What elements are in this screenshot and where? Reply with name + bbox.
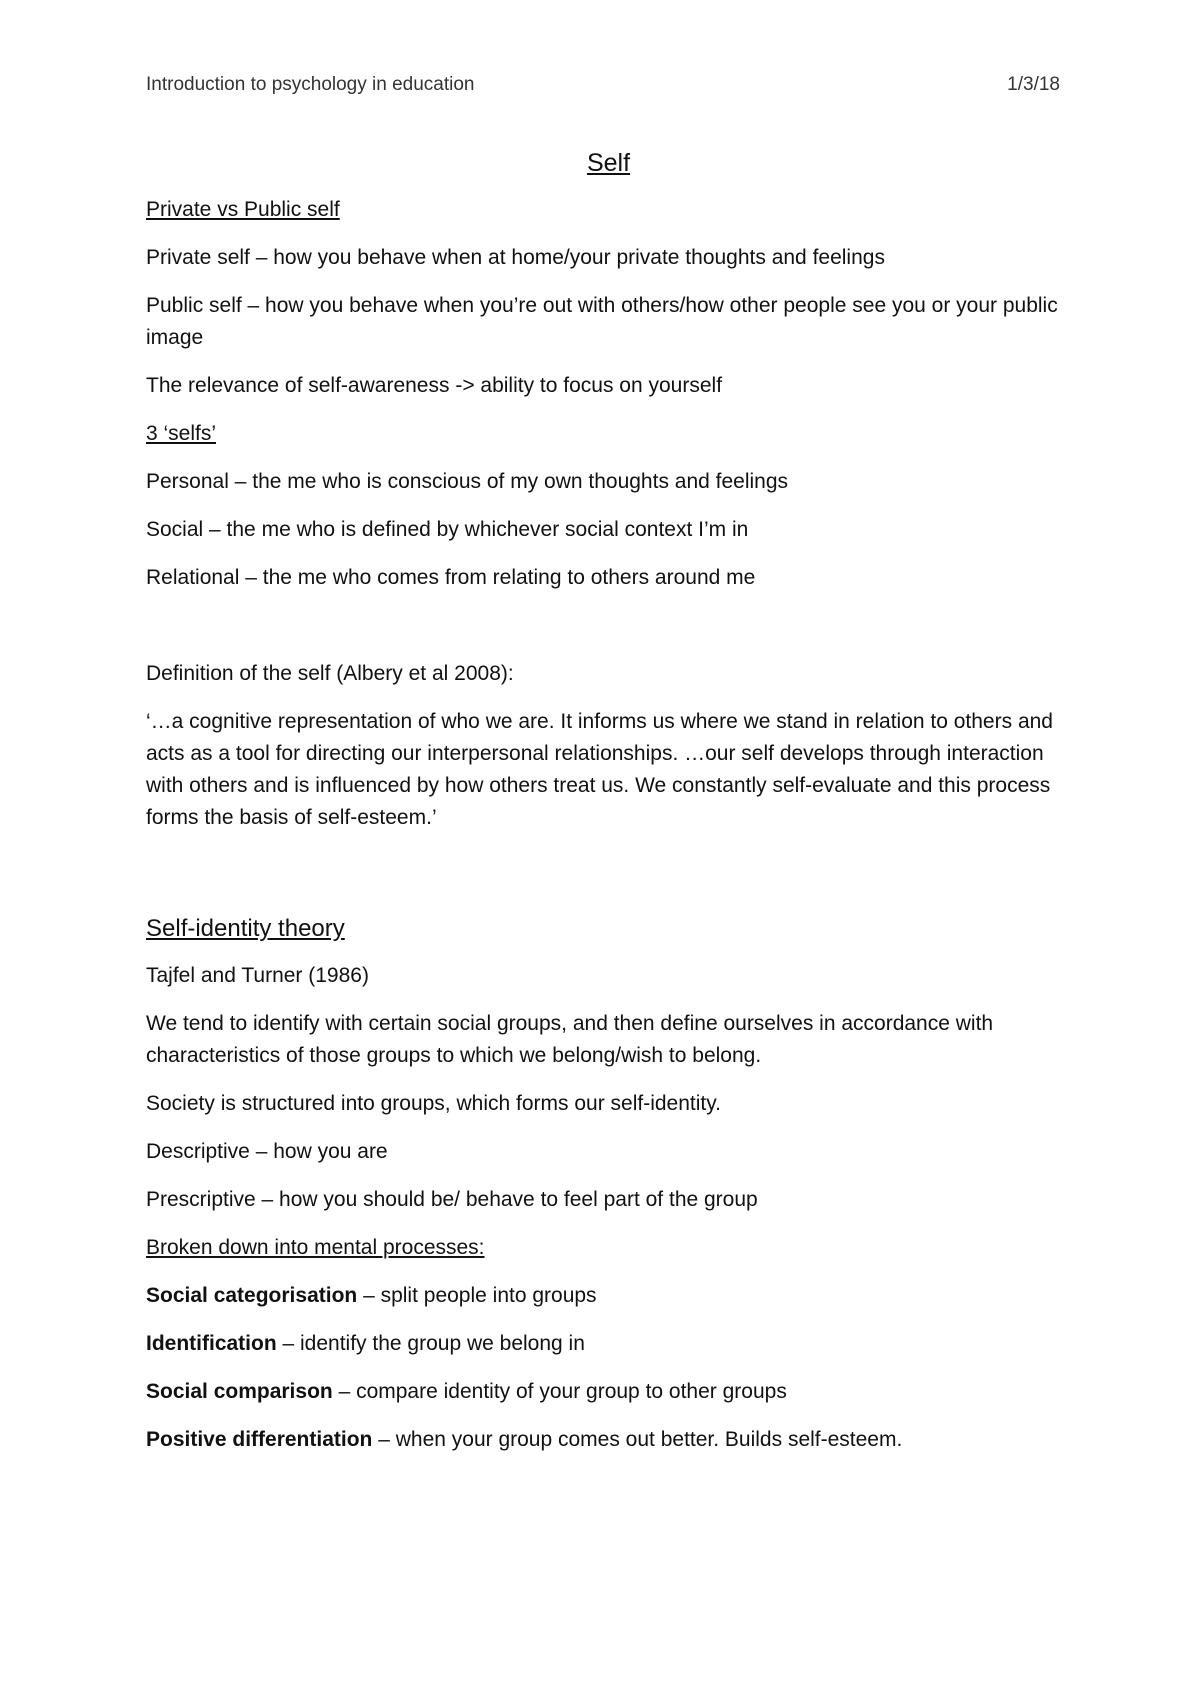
process-term: Social categorisation xyxy=(146,1284,358,1307)
prescriptive-text: Prescriptive – how you should be/ behave to feel part of the group xyxy=(146,1188,758,1211)
theory-reference: Tajfel and Turner (1986) xyxy=(146,964,369,987)
page-title: Self xyxy=(586,149,631,177)
blank-line xyxy=(146,610,1071,658)
self-item-personal: Personal – the me who is conscious of my own thoughts and feelings xyxy=(146,470,789,493)
process-term: Positive differentiation xyxy=(146,1428,373,1451)
theory-paragraph-1: We tend to identify with certain social groups, and then define ourselves in accordance with characteristics of those groups to which we belong/wish to belong. xyxy=(146,1012,994,1067)
descriptive-text: Descriptive – how you are xyxy=(146,1140,388,1163)
process-description: – when your group comes out better. Builds self-esteem. xyxy=(372,1428,903,1451)
processes-heading: Broken down into mental processes: xyxy=(146,1236,485,1259)
process-description: – identify the group we belong in xyxy=(276,1332,585,1355)
process-term: Social comparison xyxy=(146,1380,333,1403)
relevance-text: The relevance of self-awareness -> ability to focus on yourself xyxy=(146,374,723,397)
process-item-social-comparison xyxy=(146,1376,1071,1408)
blank-line xyxy=(146,850,1071,912)
definition-label: Definition of the self (Albery et al 2008): xyxy=(146,662,514,685)
section-heading-three-selfs: 3 ‘selfs’ xyxy=(146,422,217,445)
section-heading-self-identity-theory: Self-identity theory xyxy=(146,915,345,942)
definition-quote: ‘…a cognitive representation of who we are. It informs us where we stand in relation to others and acts as a tool for directing our interpersonal relationships. …our self develops through interaction with others and is influenced by how others treat us. We constantly self-evaluate and this process forms the basis of self-esteem.’ xyxy=(146,710,1053,829)
process-item-social-categorisation xyxy=(146,1280,1071,1312)
process-description: – compare identity of your group to other groups xyxy=(332,1380,787,1403)
process-description: – split people into groups xyxy=(357,1284,597,1307)
private-self-text: Private self – how you behave when at home/your private thoughts and feelings xyxy=(146,246,885,269)
document-body xyxy=(146,146,1071,1472)
process-item-positive-differentiation xyxy=(146,1424,1071,1456)
section-heading-private-public: Private vs Public self xyxy=(146,198,340,221)
header-date: 1/3/18 xyxy=(1007,74,1060,95)
self-item-relational: Relational – the me who comes from relating to others around me xyxy=(146,566,756,589)
process-term: Identification xyxy=(146,1332,277,1355)
process-item-identification xyxy=(146,1328,1071,1360)
page-header xyxy=(146,74,1060,96)
theory-paragraph-2: Society is structured into groups, which forms our self-identity. xyxy=(146,1092,722,1115)
course-title: Introduction to psychology in education xyxy=(146,74,475,95)
self-item-social: Social – the me who is defined by whichever social context I’m in xyxy=(146,518,749,541)
public-self-text: Public self – how you behave when you’re out with others/how other people see you or your public image xyxy=(146,294,1058,349)
